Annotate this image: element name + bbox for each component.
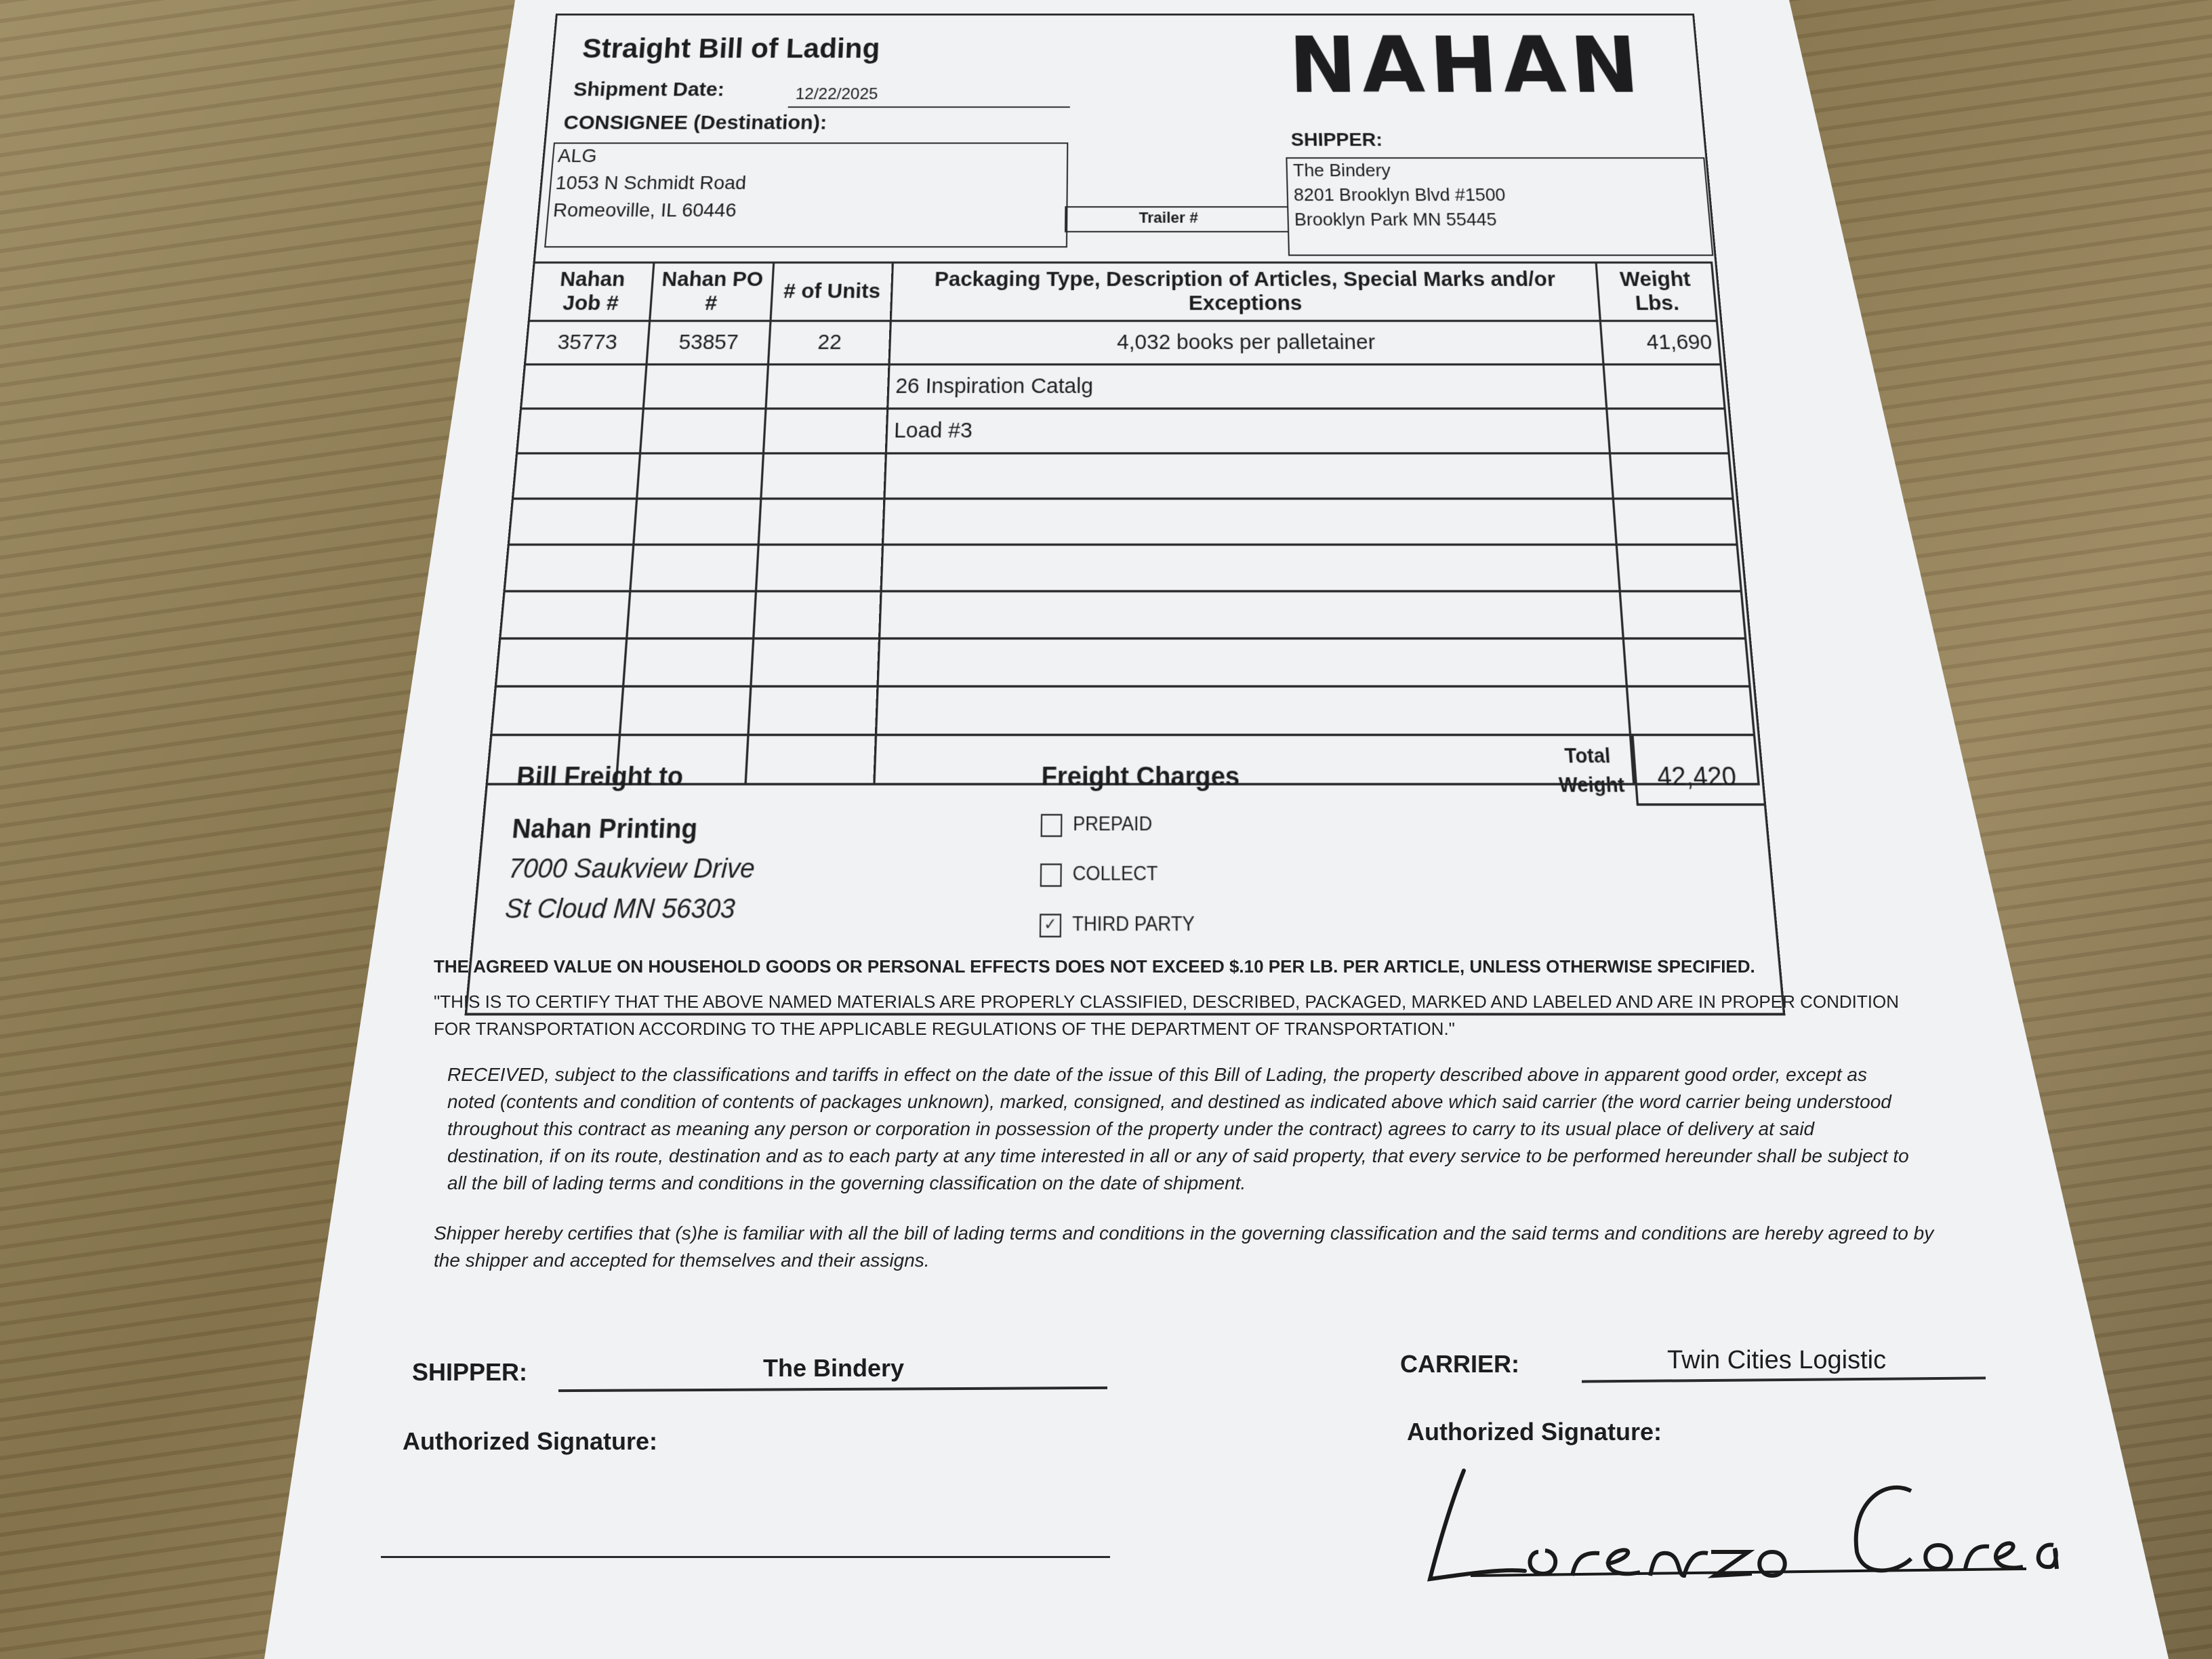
- cell-units: [758, 499, 885, 545]
- shipper-label: SHIPPER:: [1290, 129, 1383, 150]
- third-party-checkbox[interactable]: ✓: [1040, 914, 1061, 937]
- cell-weight: [1613, 499, 1737, 545]
- cell-weight: [1620, 591, 1745, 638]
- table-row: [521, 365, 1725, 409]
- cell-units: 22: [768, 321, 891, 364]
- bill-to-address-1: 7000 Saukview Drive: [507, 853, 756, 884]
- cell-weight: [1610, 453, 1733, 499]
- table-row: [525, 321, 1721, 364]
- header-weight: Weight Lbs.: [1596, 262, 1717, 321]
- consignee-line-3: Romeoville, IL 60446: [552, 199, 737, 221]
- cell-po: [643, 365, 768, 409]
- cell-weight: 41,690: [1600, 321, 1721, 364]
- cell-description: [882, 545, 1620, 592]
- cell-units: [751, 638, 880, 687]
- option-collect[interactable]: [1040, 863, 1158, 886]
- shipper-line-3: Brooklyn Park MN 55445: [1294, 209, 1498, 230]
- cell-weight: [1607, 409, 1729, 453]
- consignee-box: [544, 142, 1068, 247]
- consignee-line-1: ALG: [557, 145, 598, 167]
- cell-weight: [1616, 545, 1741, 592]
- cell-po: [640, 409, 765, 453]
- cell-units: [753, 591, 881, 638]
- table-row: [517, 409, 1729, 453]
- option-third-party[interactable]: [1040, 913, 1195, 937]
- shipper-auth-sig-line: [381, 1556, 1110, 1558]
- prepaid-label: PREPAID: [1073, 813, 1153, 836]
- bill-to-name: Nahan Printing: [510, 813, 699, 845]
- bill-freight-label: Bill Freight to: [515, 761, 684, 792]
- document-title: Straight Bill of Lading: [581, 33, 881, 64]
- total-weight-value: 42,420: [1656, 761, 1738, 792]
- header-description: Packaging Type, Description of Articles, Special Marks and/or Exceptions: [891, 262, 1601, 321]
- agreed-value-text: THE AGREED VALUE ON HOUSEHOLD GOODS OR PERSONAL EFFECTS DOES NOT EXCEED $.10 PER LB. PER ARTICLE, UNLESS OTHERWISE SPECIFIED.: [434, 956, 1755, 977]
- cell-description: 26 Inspiration Catalg: [888, 365, 1607, 409]
- freight-charges-label: Freight Charges: [1041, 761, 1240, 792]
- shipper-sign-label: SHIPPER:: [412, 1358, 528, 1386]
- cell-description: [878, 638, 1627, 687]
- carrier-sign-value: Twin Cities Logistic: [1667, 1346, 1887, 1374]
- table-header-row: [529, 262, 1717, 321]
- cell-job: 35773: [525, 321, 649, 364]
- shipper-line-1: The Bindery: [1292, 160, 1391, 181]
- cell-po: [623, 638, 753, 687]
- articles-table: [485, 262, 1759, 785]
- table-row: [508, 499, 1737, 545]
- cell-description: [876, 687, 1631, 735]
- prepaid-checkbox[interactable]: [1041, 814, 1063, 837]
- cell-weight: [1626, 687, 1754, 735]
- shipment-date-value: 12/22/2025: [795, 85, 879, 104]
- cell-po: [627, 591, 756, 638]
- table-row: [504, 545, 1741, 592]
- cell-po: 53857: [647, 321, 771, 364]
- cell-units: [748, 687, 878, 735]
- cell-units: [756, 545, 883, 592]
- carrier-auth-sig-label: Authorized Signature:: [1407, 1418, 1662, 1446]
- received-text: RECEIVED, subject to the classifications and tariffs in effect on the date of the issue of this Bill of Lading, the property described above in apparent good order, except as noted (contents and condition of contents of packages unknown), marked, consigned, and destined as indicated above which said carrier (the word carrier being understood throughout this contract as meaning any person or corporation in possession of the property under the contract) agrees to carry to its usual place of delivery at said destination, if on its route, destination and as to each party at any time interested in all or any of said property, that every service to be performed hereunder shall be subject to all the bill of lading terms and conditions in the governing classification on the date of shipment.: [447, 1064, 1909, 1193]
- cell-units: [745, 735, 876, 784]
- cell-po: [619, 687, 750, 735]
- cell-job: [495, 638, 626, 687]
- cell-description: Load #3: [886, 409, 1610, 453]
- cell-description: [880, 591, 1623, 638]
- total-label-1: Total: [1563, 743, 1612, 768]
- consignee-label: CONSIGNEE (Destination):: [562, 111, 827, 134]
- company-logo: NAHAN: [1288, 20, 1647, 110]
- cell-weight: [1623, 638, 1750, 687]
- collect-checkbox[interactable]: [1040, 863, 1062, 886]
- total-label-2: Weight: [1558, 772, 1626, 797]
- cell-job: [512, 453, 640, 499]
- cell-job: [521, 365, 647, 409]
- cell-po: [630, 545, 758, 592]
- header-job: Nahan Job #: [529, 262, 653, 321]
- shipment-date-underline: [788, 106, 1070, 108]
- table-row: [500, 591, 1746, 638]
- cell-units: [760, 453, 886, 499]
- table-row: [495, 638, 1750, 687]
- cell-units: [766, 365, 890, 409]
- collect-label: COLLECT: [1072, 862, 1158, 886]
- cell-description: [874, 735, 1634, 784]
- bill-to-address-2: St Cloud MN 56303: [504, 893, 737, 925]
- cell-description: [884, 453, 1613, 499]
- cell-po: [634, 499, 761, 545]
- cell-po: [636, 453, 763, 499]
- cell-description: [883, 499, 1616, 545]
- trailer-label: Trailer #: [1139, 209, 1198, 226]
- shipper-auth-sig-label: Authorized Signature:: [403, 1427, 657, 1455]
- shipper-certifies-text: Shipper hereby certifies that (s)he is familiar with all the bill of lading terms and conditions in the governing classification and the said terms and conditions are hereby agreed to by the shipper and accepted for themselves and their assigns.: [434, 1223, 1934, 1271]
- cell-description: 4,032 books per palletainer: [889, 321, 1603, 364]
- cell-job: [504, 545, 633, 592]
- header-units: # of Units: [771, 262, 893, 321]
- third-party-label: THIRD PARTY: [1071, 913, 1195, 936]
- certify-text: "THIS IS TO CERTIFY THAT THE ABOVE NAMED MATERIALS ARE PROPERLY CLASSIFIED, DESCRIBED, PACKAGED, MARKED AND LABELED AND ARE IN PROPER CONDITION FOR TRANSPORTATION ACCORDING TO THE APPLICABLE REGULATIONS OF THE DEPARTMENT OF TRANSPORTATION.": [434, 991, 1899, 1039]
- bill-of-lading-form: [464, 14, 1785, 1015]
- cell-job: [500, 591, 630, 638]
- cell-job: [508, 499, 636, 545]
- carrier-handwritten-signature: [1382, 1450, 2060, 1599]
- consignee-line-2: 1053 N Schmidt Road: [554, 172, 747, 194]
- cell-job: [491, 687, 623, 735]
- cell-units: [763, 409, 888, 453]
- shipper-sign-value: The Bindery: [763, 1354, 905, 1382]
- option-prepaid[interactable]: [1041, 813, 1153, 837]
- table-row: [491, 687, 1755, 735]
- header-po: Nahan PO #: [649, 262, 773, 321]
- shipper-line-2: 8201 Brooklyn Blvd #1500: [1293, 184, 1507, 205]
- table-row: [512, 453, 1733, 499]
- cell-weight: [1603, 365, 1725, 409]
- shipment-date-label: Shipment Date:: [572, 79, 725, 101]
- carrier-sign-label: CARRIER:: [1400, 1350, 1519, 1378]
- cell-job: [517, 409, 644, 453]
